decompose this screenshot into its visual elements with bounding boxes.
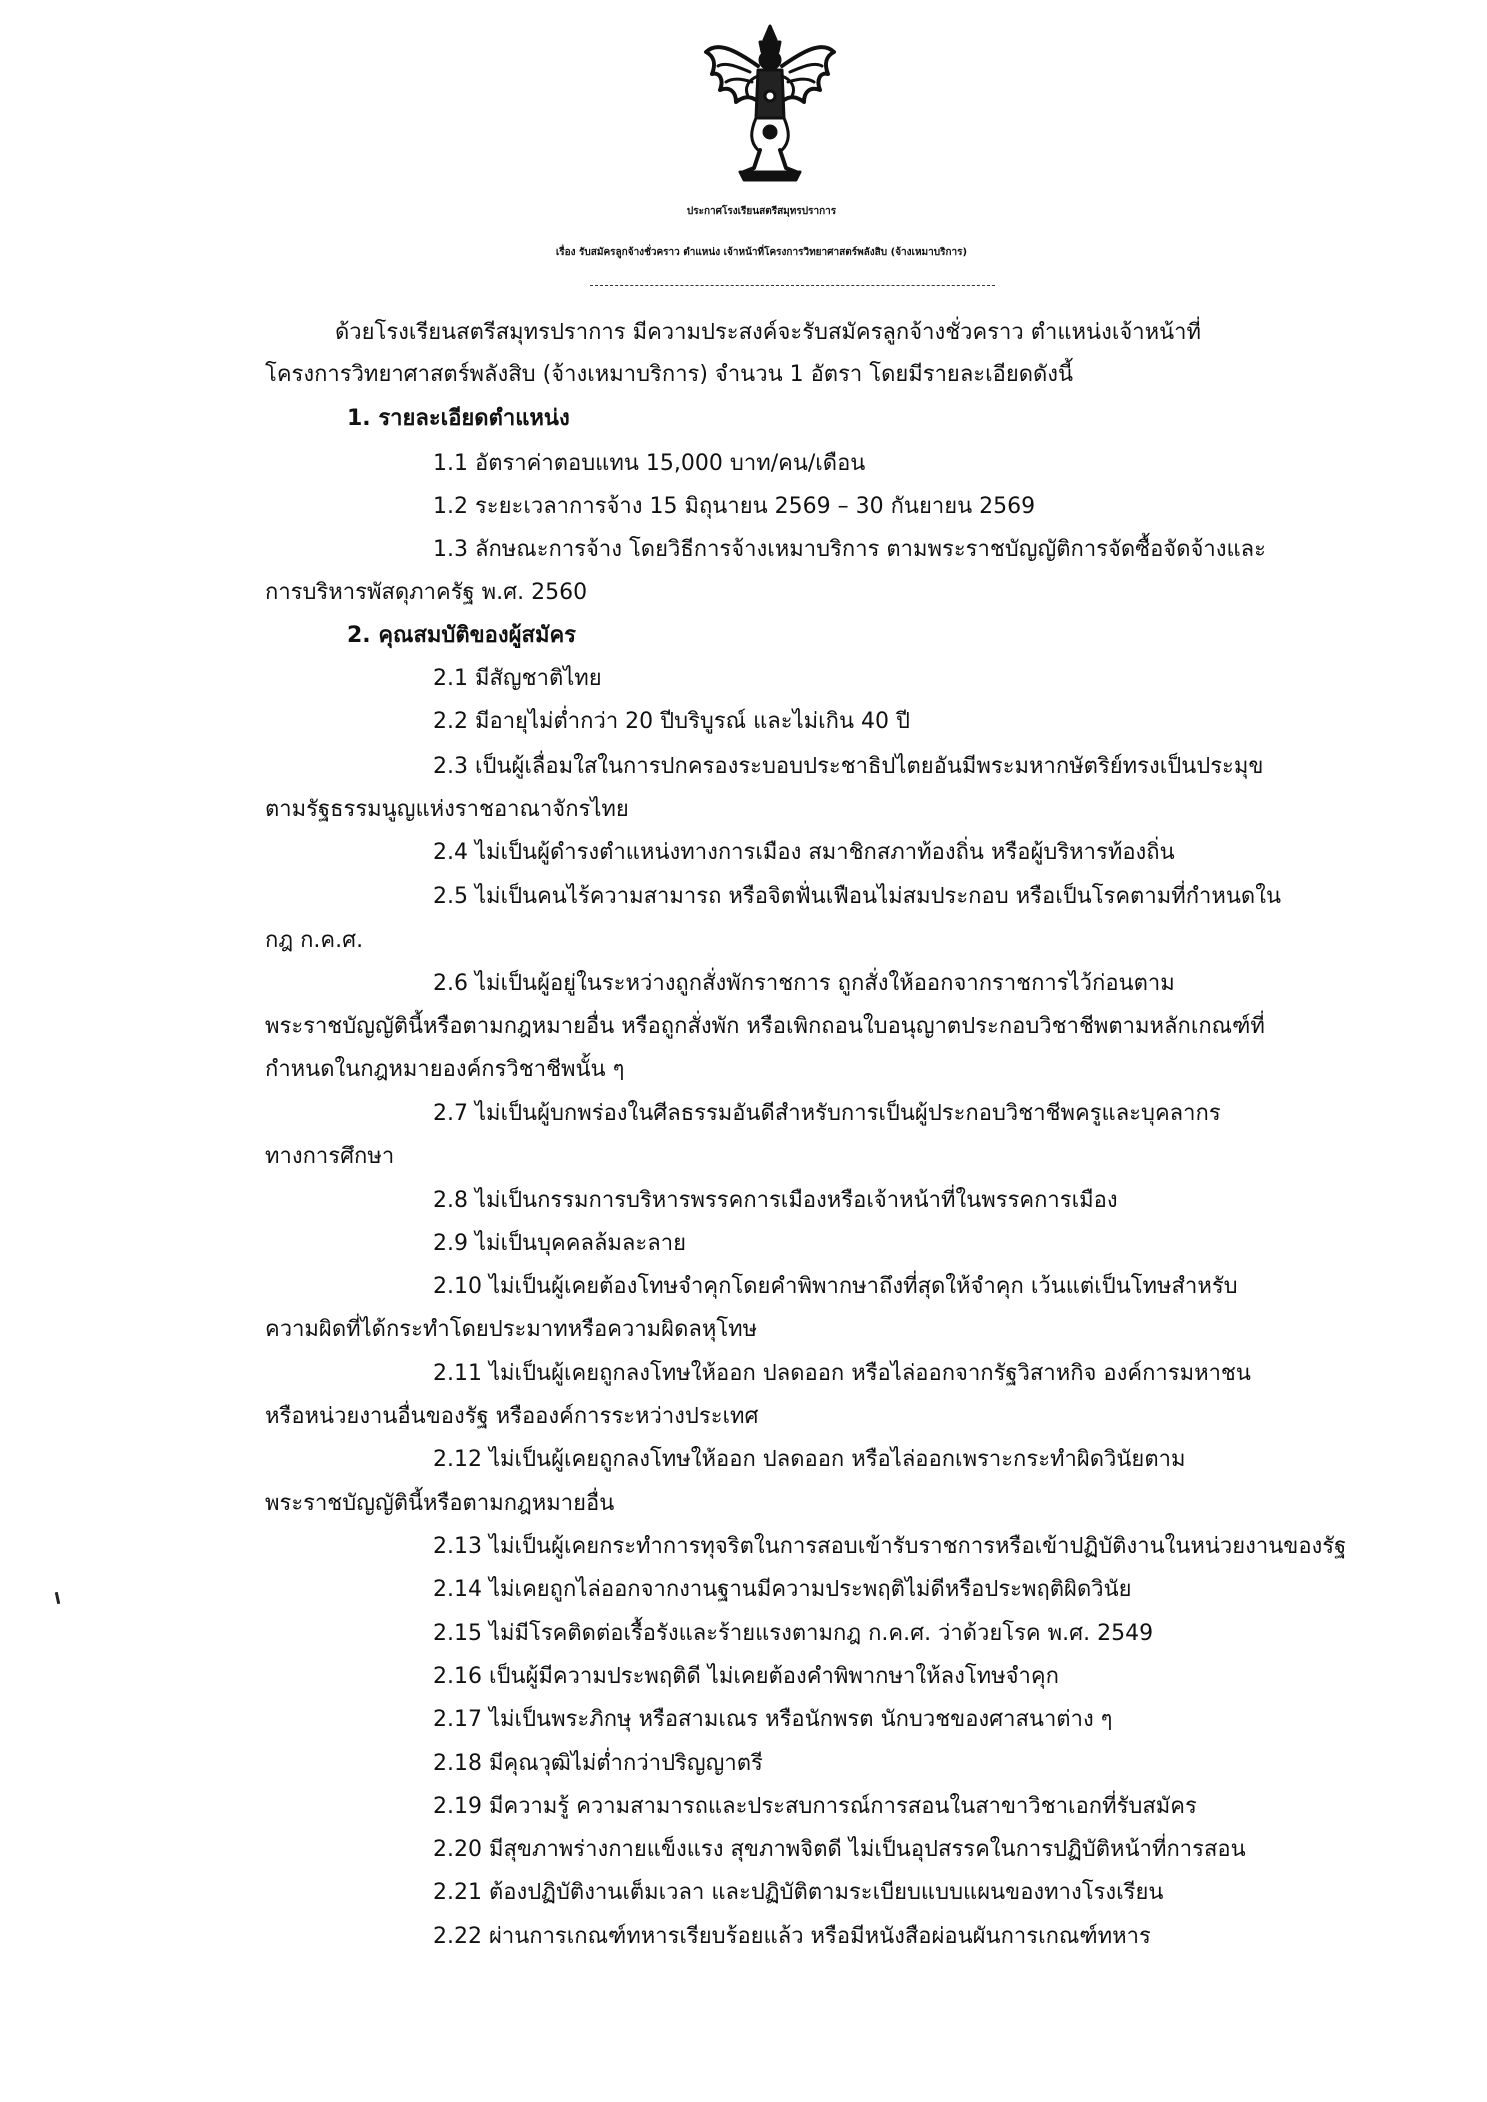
item-1-3-line-1: 1.3 ลักษณะการจ้าง โดยวิธีการจ้างเหมาบริการ ตามพระราชบัญญัติการจัดซื้อจัดจ้างและ — [433, 537, 1266, 562]
item-2-8: 2.8 ไม่เป็นกรรมการบริหารพรรคการเมืองหรือเจ้าหน้าที่ในพรรคการเมือง — [433, 1188, 1118, 1213]
item-2-3-line-2: ตามรัฐธรรมนูญแห่งราชอาณาจักรไทย — [265, 797, 629, 822]
item-2-6-line-2: พระราชบัญญัตินี้หรือตามกฎหมายอื่น หรือถูกสั่งพัก หรือเพิกถอนใบอนุญาตประกอบวิชาชีพตามหลักเกณฑ์ที่ — [265, 1014, 1265, 1039]
section-2-heading: 2. คุณสมบัติของผู้สมัคร — [347, 623, 576, 648]
item-1-3-line-2: การบริหารพัสดุภาครัฐ พ.ศ. 2560 — [265, 580, 588, 605]
item-2-1: 2.1 มีสัญชาติไทย — [433, 666, 602, 691]
item-2-17: 2.17 ไม่เป็นพระภิกษุ หรือสามเณร หรือนักพรต นักบวชของศาสนาต่าง ๆ — [433, 1707, 1113, 1732]
item-2-7-line-1: 2.7 ไม่เป็นผู้บกพร่องในศีลธรรมอันดีสำหรับการเป็นผู้ประกอบวิชาชีพครูและบุคลากร — [433, 1101, 1221, 1126]
item-2-20: 2.20 มีสุขภาพร่างกายแข็งแรง สุขภาพจิตดี ไม่เป็นอุปสรรคในการปฏิบัติหน้าที่การสอน — [433, 1837, 1246, 1862]
item-2-14: 2.14 ไม่เคยถูกไล่ออกจากงานฐานมีความประพฤติไม่ดีหรือประพฤติผิดวินัย — [433, 1577, 1132, 1602]
intro-line-1: ด้วยโรงเรียนสตรีสมุทรปราการ มีความประสงค์จะรับสมัครลูกจ้างชั่วคราว ตำแหน่งเจ้าหน้าที่ — [335, 320, 1202, 345]
announcement-title: ประกาศโรงเรียนสตรีสมุทรปราการ — [686, 206, 837, 217]
item-2-15: 2.15 ไม่มีโรคติดต่อเรื้อรังและร้ายแรงตามกฎ ก.ค.ศ. ว่าด้วยโรค พ.ศ. 2549 — [433, 1621, 1154, 1646]
item-2-12-line-2: พระราชบัญญัตินี้หรือตามกฎหมายอื่น — [265, 1491, 615, 1516]
item-1-2: 1.2 ระยะเวลาการจ้าง 15 มิถุนายน 2569 – 30 กันยายน 2569 — [433, 494, 1036, 519]
item-2-9: 2.9 ไม่เป็นบุคคลล้มละลาย — [433, 1231, 686, 1256]
item-2-16: 2.16 เป็นผู้มีความประพฤติดี ไม่เคยต้องคำพิพากษาให้ลงโทษจำคุก — [433, 1664, 1059, 1689]
item-2-12-line-1: 2.12 ไม่เป็นผู้เคยถูกลงโทษให้ออก ปลดออก หรือไล่ออกเพราะกระทำผิดวินัยตาม — [433, 1447, 1186, 1472]
intro-line-2: โครงการวิทยาศาสตร์พลังสิบ (จ้างเหมาบริการ) จำนวน 1 อัตรา โดยมีรายละเอียดดังนี้ — [265, 362, 1074, 387]
scan-speck — [55, 1592, 60, 1604]
item-2-7-line-2: ทางการศึกษา — [265, 1144, 395, 1169]
title-divider — [590, 285, 995, 286]
item-2-11-line-1: 2.11 ไม่เป็นผู้เคยถูกลงโทษให้ออก ปลดออก หรือไล่ออกจากรัฐวิสาหกิจ องค์การมหาชน — [433, 1361, 1251, 1386]
item-2-3-line-1: 2.3 เป็นผู้เลื่อมใสในการปกครองระบอบประชาธิปไตยอันมีพระมหากษัตริย์ทรงเป็นประมุข — [433, 754, 1264, 779]
garuda-emblem-icon — [700, 22, 840, 182]
item-2-10-line-2: ความผิดที่ได้กระทำโดยประมาทหรือความผิดลหุโทษ — [265, 1317, 758, 1342]
item-2-4: 2.4 ไม่เป็นผู้ดำรงตำแหน่งทางการเมือง สมาชิกสภาท้องถิ่น หรือผู้บริหารท้องถิ่น — [433, 840, 1175, 865]
item-2-19: 2.19 มีความรู้ ความสามารถและประสบการณ์การสอนในสาขาวิชาเอกที่รับสมัคร — [433, 1794, 1197, 1819]
item-2-21: 2.21 ต้องปฏิบัติงานเต็มเวลา และปฏิบัติตามระเบียบแบบแผนของทางโรงเรียน — [433, 1880, 1164, 1905]
item-2-2: 2.2 มีอายุไม่ต่ำกว่า 20 ปีบริบูรณ์ และไม่เกิน 40 ปี — [433, 709, 910, 734]
item-2-6-line-1: 2.6 ไม่เป็นผู้อยู่ในระหว่างถูกสั่งพักราชการ ถูกสั่งให้ออกจากราชการไว้ก่อนตาม — [433, 971, 1175, 996]
item-1-1: 1.1 อัตราค่าตอบแทน 15,000 บาท/คน/เดือน — [433, 451, 866, 476]
item-2-10-line-1: 2.10 ไม่เป็นผู้เคยต้องโทษจำคุกโดยคำพิพากษาถึงที่สุดให้จำคุก เว้นแต่เป็นโทษสำหรับ — [433, 1274, 1238, 1299]
item-2-11-line-2: หรือหน่วยงานอื่นของรัฐ หรือองค์การระหว่างประเทศ — [265, 1404, 759, 1429]
item-2-5-line-2: กฎ ก.ค.ศ. — [265, 928, 364, 953]
item-2-13: 2.13 ไม่เป็นผู้เคยกระทำการทุจริตในการสอบเข้ารับราชการหรือเข้าปฏิบัติงานในหน่วยงานของรัฐ — [433, 1534, 1347, 1559]
item-2-6-line-3: กำหนดในกฎหมายองค์กรวิชาชีพนั้น ๆ — [265, 1057, 625, 1082]
item-2-18: 2.18 มีคุณวุฒิไม่ต่ำกว่าปริญญาตรี — [433, 1751, 763, 1776]
item-2-5-line-1: 2.5 ไม่เป็นคนไร้ความสามารถ หรือจิตฟั่นเฟือนไม่สมประกอบ หรือเป็นโรคตามที่กำหนดใน — [433, 884, 1281, 909]
announcement-subject: เรื่อง รับสมัครลูกจ้างชั่วคราว ตำแหน่ง เจ้าหน้าที่โครงการวิทยาศาสตร์พลังสิบ (จ้างเหมาบริการ) — [555, 247, 968, 258]
item-2-22: 2.22 ผ่านการเกณฑ์ทหารเรียบร้อยแล้ว หรือมีหนังสือผ่อนผันการเกณฑ์ทหาร — [433, 1924, 1151, 1949]
section-1-heading: 1. รายละเอียดตำแหน่ง — [347, 406, 570, 431]
